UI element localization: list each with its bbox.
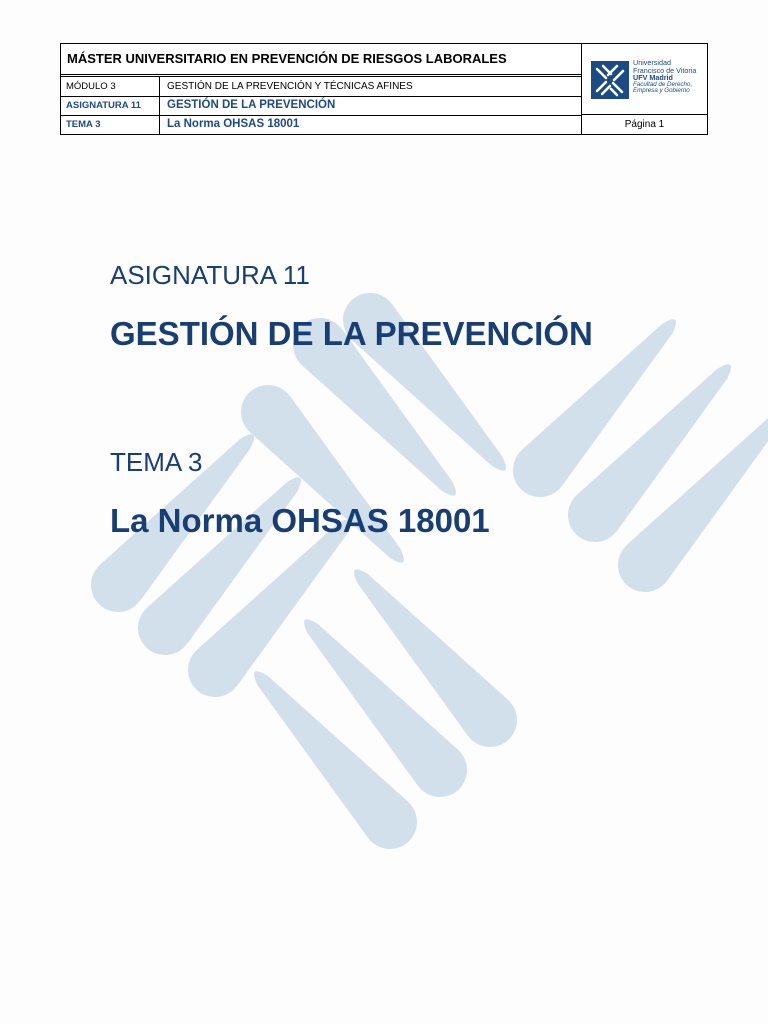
subject-heading-title: GESTIÓN DE LA PREVENCIÓN <box>110 315 593 352</box>
logo-line-1: Universidad <box>633 58 671 67</box>
logo-line-4: Facultad de Derecho, <box>633 80 693 88</box>
program-title: MÁSTER UNIVERSITARIO EN PREVENCIÓN DE RIESGOS LABORALES <box>67 51 507 66</box>
subject-value: GESTIÓN DE LA PREVENCIÓN <box>167 99 336 111</box>
topic-label: TEMA 3 <box>61 115 160 135</box>
subject-label: ASIGNATURA 11 <box>61 96 160 115</box>
logo-line-2: Francisco de Vitoria <box>633 65 697 75</box>
module-label: MÓDULO 3 <box>61 77 160 96</box>
module-value: GESTIÓN DE LA PREVENCIÓN Y TÉCNICAS AFINES <box>167 81 413 92</box>
topic-heading-title: La Norma OHSAS 18001 <box>110 502 490 539</box>
logo-line-5: Empresa y Gobierno <box>633 87 690 95</box>
logo-line-3: UFV Madrid <box>633 73 673 83</box>
topic-value: La Norma OHSAS 18001 <box>167 118 300 130</box>
subject-heading-label: ASIGNATURA 11 <box>110 260 310 290</box>
topic-heading-label: TEMA 3 <box>110 447 203 477</box>
page-number: Página 1 <box>581 115 707 134</box>
